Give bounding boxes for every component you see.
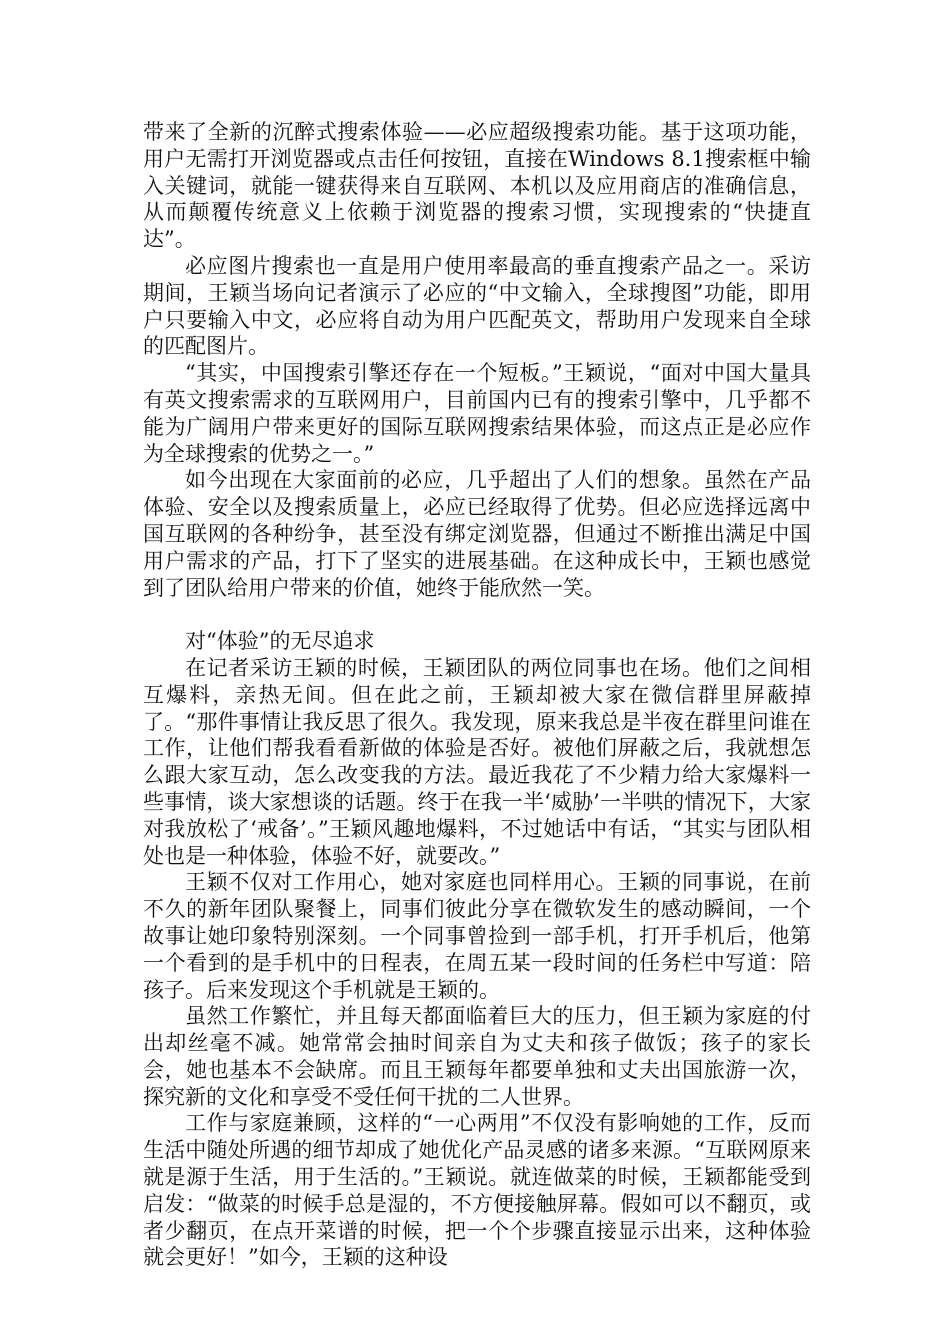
paragraph-family-care: 王颖不仅对工作用心，她对家庭也同样用心。王颖的同事说，在前不久的新年团队聚餐上，同事们彼此分享在微软发生的感动瞬间，一个故事让她印象特别深刻。一个同事曾捡到一部手机，打开手机后，他第一个看到的是手机中的日程表，在周五某一段时间的任务栏中写道：陪孩子。后来发现这个手机就是王颖的。 — [143, 870, 811, 1002]
paragraph-busy-work: 虽然工作繁忙，并且每天都面临着巨大的压力，但王颖为家庭的付出却丝毫不减。她常常会抽时间亲自为丈夫和孩子做饭；孩子的家长会，她也基本不会缺席。而且王颖每年都要单独和丈夫出国旅游一次，探究新的文化和享受不受任何干扰的二人世界。 — [143, 1004, 811, 1109]
paragraph-work-family-balance: 工作与家庭兼顾，这样的“一心两用”不仅没有影响她的工作，反而生活中随处所遇的细节却成了她优化产品灵感的诸多来源。“互联网原来就是源于生活，用于生活的。”王颖说。就连做菜的时候，王颖都能受到启发：“做菜的时候手总是湿的，不方便接触屏幕。假如可以不翻页，或者少翻页，在点开菜谱的时候，把一个个步骤直接显示出来，这种体验就会更好！”如今，王颖的这种设 — [143, 1111, 811, 1270]
paragraph-continued: 带来了全新的沉醉式搜索体验——必应超级搜索功能。基于这项功能，用户无需打开浏览器或点击任何按钮，直接在Windows 8.1搜索框中输入关键词，就能一键获得来自互联网、本机以及应用商店的准确信息，从而颠覆传统意义上依赖于浏览器的搜索习惯，实现搜索的“快捷直达”。 — [143, 120, 811, 252]
paragraph-image-search: 必应图片搜索也一直是用户使用率最高的垂直搜索产品之一。采访期间，王颖当场向记者演示了必应的“中文输入，全球搜图”功能，即用户只要输入中文，必应将自动为用户匹配英文，帮助用户发现来自全球的匹配图片。 — [143, 253, 811, 359]
paragraph-bing-today: 如今出现在大家面前的必应，几乎超出了人们的想象。虽然在产品体验、安全以及搜索质量上，必应已经取得了优势。但必应选择远离中国互联网的各种纷争，甚至没有绑定浏览器，但通过不断推出满足中国用户需求的产品，打下了坚实的进展基础。在这种成长中，王颖也感觉到了团队给用户带来的价值，她终于能欣然一笑。 — [143, 468, 811, 600]
section-heading: 对“体验”的无尽追求 — [185, 629, 375, 654]
section-spacer — [143, 601, 811, 628]
paragraph-team-interview: 在记者采访王颖的时候，王颖团队的两位同事也在场。他们之间相互爆料，亲热无间。但在此之前，王颖却被大家在微信群里屏蔽掉了。“那件事情让我反思了很久。我发现，原来我总是半夜在群里问谁在工作，让他们帮我看看新做的体验是否好。被他们屏蔽之后，我就想怎么跟大家互动，怎么改变我的方法。最近我花了不少精力给大家爆料一些事情，谈大家想谈的话题。终于在我一半‘威胁’一半哄的情况下，大家对我放松了‘戒备’。”王颖风趣地爆料，不过她话中有话，“其实与团队相处也是一种体验，体验不好，就要改。” — [143, 655, 811, 868]
document-body — [143, 119, 811, 1271]
paragraph-quote-shortcoming: “其实，中国搜索引擎还存在一个短板。”王颖说，“面对中国大量具有英文搜索需求的互联网用户，目前国内已有的搜索引擎中，几乎都不能为广阔用户带来更好的国际互联网搜索结果体验，而这点正是必应作为全球搜索的优势之一。” — [143, 361, 811, 466]
